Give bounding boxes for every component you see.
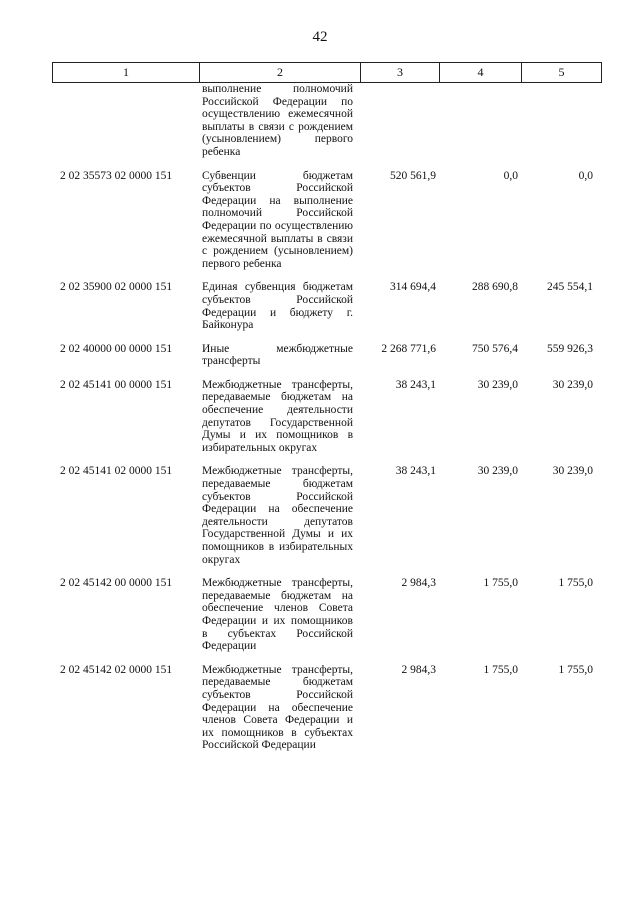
- row-value-col5: 245 554,1: [547, 281, 593, 294]
- row-value-col5: 0,0: [578, 169, 593, 182]
- row-value-col5: 30 239,0: [552, 378, 593, 391]
- table-row: [52, 281, 602, 342]
- row-value-col5: 1 755,0: [558, 577, 593, 590]
- row-value-col5: 30 239,0: [552, 465, 593, 478]
- row-value-col4: 288 690,8: [472, 281, 518, 294]
- row-name: Межбюджетные трансферты, передаваемые бюджетам субъектов Российской Федерации на обеспечение деятельности депутатов Государственной Думы и их помощников в избирательных округах: [202, 465, 353, 566]
- row-code: 2 02 35573 02 0000 151: [60, 169, 173, 182]
- row-code: 2 02 45142 02 0000 151: [60, 663, 173, 676]
- row-value-col4: 30 239,0: [477, 378, 518, 391]
- row-name: Межбюджетные трансферты, передаваемые бюджетам субъектов Российской Федерации на обеспечение членов Совета Федерации и их помощников в субъектах Российской Федерации: [202, 663, 353, 752]
- row-code: 2 02 45141 00 0000 151: [60, 378, 173, 391]
- row-name: Межбюджетные трансферты, передаваемые бюджетам на обеспечение членов Совета Федерации и их помощников в субъектах Российской Федерации: [202, 577, 353, 653]
- row-code: 2 02 45141 02 0000 151: [60, 465, 173, 478]
- row-code: [52, 83, 198, 159]
- row-value-col3: [359, 83, 438, 159]
- row-value-col4: [438, 83, 520, 159]
- row-value-col3: 2 984,3: [401, 577, 436, 590]
- row-name: Единая субвенция бюджетам субъектов Российской Федерации и бюджету г. Байконура: [202, 281, 353, 332]
- row-name: выполнение полномочий Российской Федерации по осуществлению ежемесячной выплаты в связи с рождением (усыновлением) первого ребенка: [202, 83, 353, 158]
- row-code: 2 02 45142 00 0000 151: [60, 577, 173, 590]
- row-value-col3: 2 984,3: [401, 663, 436, 676]
- row-code: 2 02 35900 02 0000 151: [60, 281, 173, 294]
- table-row: [52, 343, 602, 379]
- row-value-col5: 1 755,0: [558, 663, 593, 676]
- row-value-col3: 520 561,9: [390, 169, 436, 182]
- table-row: [52, 379, 602, 466]
- column-header-4: 4: [439, 63, 521, 82]
- row-value-col5: [520, 83, 600, 159]
- table-header: [52, 62, 602, 83]
- table-row: [52, 170, 602, 282]
- row-name: Иные межбюджетные трансферты: [202, 342, 353, 368]
- column-header-5: 5: [521, 63, 601, 82]
- row-name: Межбюджетные трансферты, передаваемые бюджетам на обеспечение деятельности депутатов Государственной Думы и их помощников в избирательных округах: [202, 378, 353, 454]
- row-value-col3: 2 268 771,6: [381, 342, 436, 355]
- row-value-col4: 750 576,4: [472, 342, 518, 355]
- row-value-col3: 314 694,4: [390, 281, 436, 294]
- row-value-col4: 0,0: [503, 169, 518, 182]
- row-value-col4: 30 239,0: [477, 465, 518, 478]
- row-value-col3: 38 243,1: [395, 378, 436, 391]
- table-row: [52, 83, 602, 170]
- row-value-col4: 1 755,0: [483, 577, 518, 590]
- table-row: [52, 664, 602, 763]
- table-row: [52, 465, 602, 577]
- table-body: [52, 83, 602, 763]
- row-value-col3: 38 243,1: [395, 465, 436, 478]
- column-header-1: 1: [123, 65, 129, 79]
- column-header-3: 3: [360, 63, 439, 82]
- table-row: [52, 577, 602, 664]
- page-number: 42: [312, 29, 328, 45]
- row-value-col4: 1 755,0: [483, 663, 518, 676]
- row-value-col5: 559 926,3: [547, 342, 593, 355]
- row-name: Субвенции бюджетам субъектов Российской Федерации на выполнение полномочий Российской Федерации по осуществлению ежемесячной выплаты в связи с рождением (усыновлением) первого ребенка: [202, 169, 353, 270]
- column-header-2: 2: [199, 63, 360, 82]
- row-code: 2 02 40000 00 0000 151: [60, 342, 173, 355]
